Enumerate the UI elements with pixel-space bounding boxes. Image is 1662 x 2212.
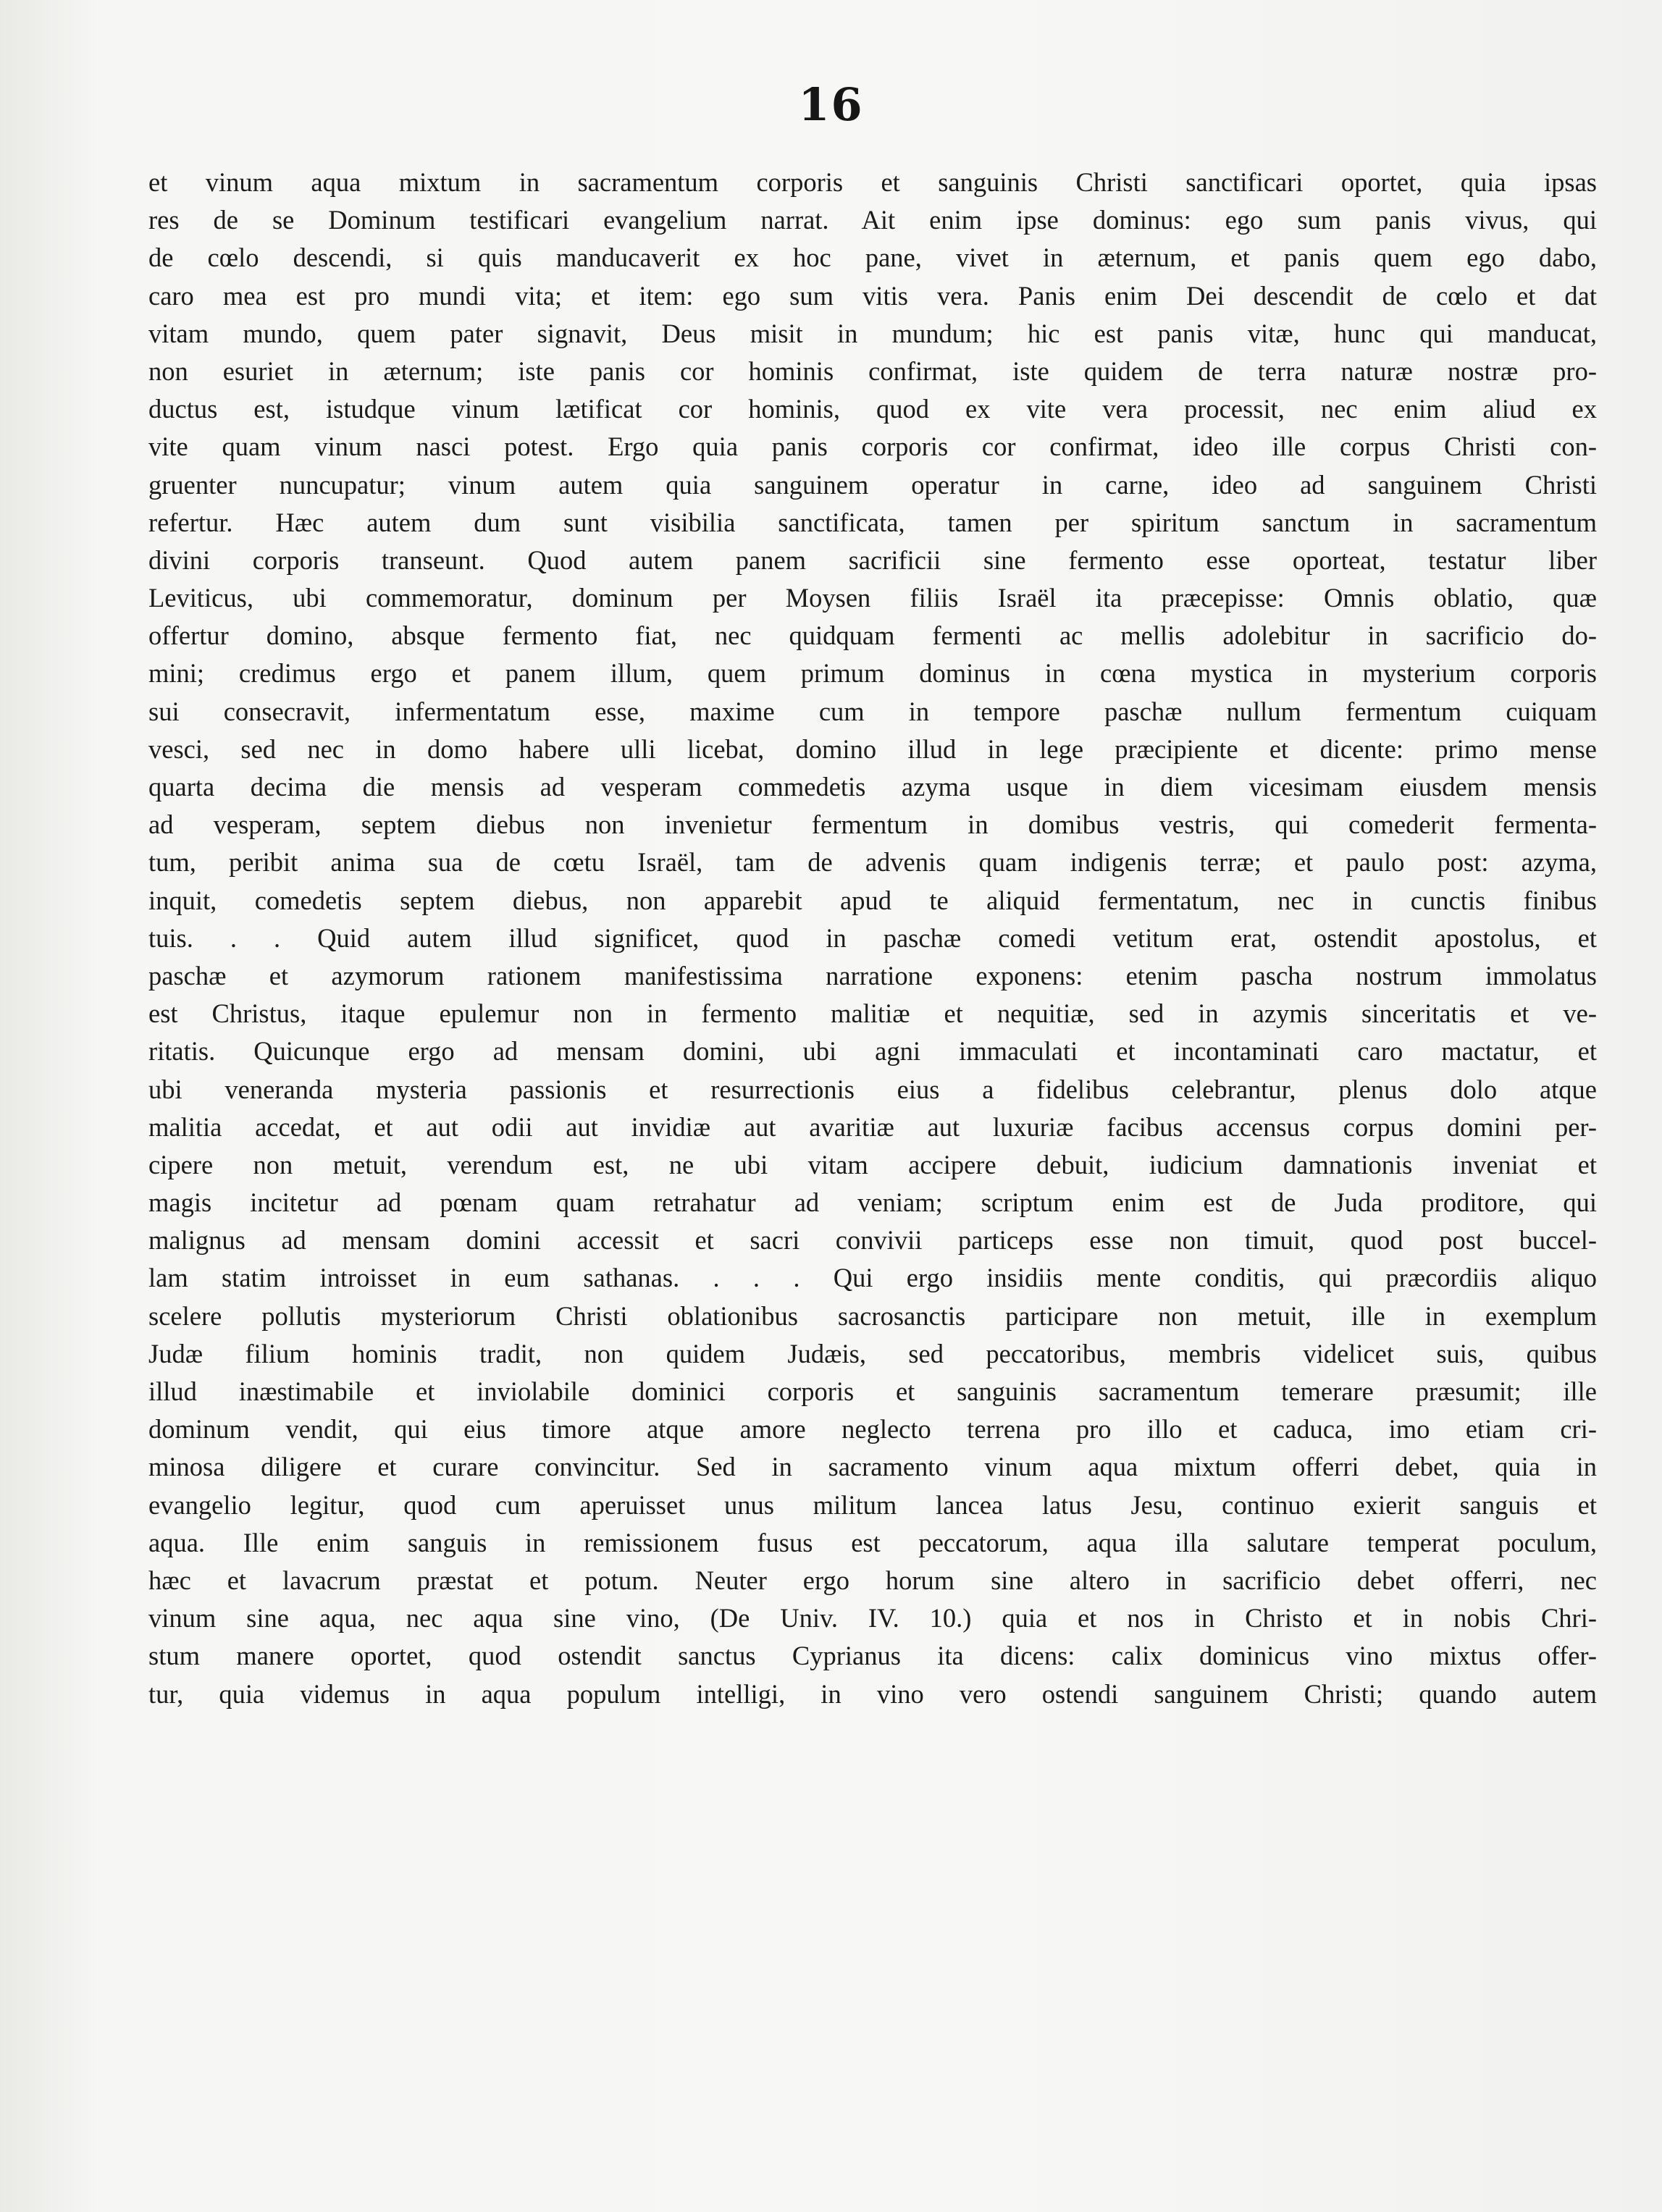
text-line: vinum sine aqua, nec aqua sine vino, (De Univ. IV. 10.) quia et nos in Christo et in nobis Chri- [148,1603,1597,1633]
text-line: quarta decima die mensis ad vesperam commedetis azyma usque in diem vicesimam eiusdem mensis [148,772,1597,802]
text-line: caro mea est pro mundi vita; et item: ego sum vitis vera. Panis enim Dei descendit de cœlo et dat [148,280,1597,311]
text-line: minosa diligere et curare convincitur. Sed in sacramento vinum aqua mixtum offerri debet, quia in [148,1452,1597,1482]
text-line: aqua. Ille enim sanguis in remissionem fusus est peccatorum, aqua illa salutare temperat poculum, [148,1527,1597,1557]
text-line: vesci, sed nec in domo habere ulli licebat, domino illud in lege præcipiente et dicente: primo mense [148,733,1597,764]
text-line: inquit, comedetis septem diebus, non apparebit apud te aliquid fermentatum, nec in cunctis finibus [148,885,1597,915]
text-line: gruenter nuncupatur; vinum autem quia sanguinem operatur in carne, ideo ad sanguinem Christi [148,469,1597,500]
text-line: malitia accedat, et aut odii aut invidiæ aut avaritiæ aut luxuriæ facibus accensus corpus domini per- [148,1111,1597,1142]
text-line: ubi veneranda mysteria passionis et resurrectionis eius a fidelibus celebrantur, plenus dolo atque [148,1074,1597,1104]
body-text [148,164,1597,1713]
text-line: et vinum aqua mixtum in sacramentum corporis et sanguinis Christi sanctificari oportet, quia ipsas [148,167,1597,197]
text-line: scelere pollutis mysteriorum Christi oblationibus sacrosanctis participare non metuit, ille in exemplum [148,1300,1597,1331]
text-line: sui consecravit, infermentatum esse, maxime cum in tempore paschæ nullum fermentum cuiquam [148,696,1597,726]
text-line: refertur. Hæc autem dum sunt visibilia sanctificata, tamen per spiritum sanctum in sacramentum [148,507,1597,537]
text-line: ad vesperam, septem diebus non invenietur fermentum in domibus vestris, qui comederit fermenta- [148,809,1597,840]
text-line: ritatis. Quicunque ergo ad mensam domini, ubi agni immaculati et incontaminati caro mactatur, et [148,1036,1597,1067]
text-line: cipere non metuit, verendum est, ne ubi vitam accipere debuit, iudicium damnationis inveniat et [148,1149,1597,1179]
text-line: tum, peribit anima sua de cœtu Israël, tam de advenis quam indigenis terræ; et paulo post: azyma, [148,847,1597,878]
text-line: Leviticus, ubi commemoratur, dominum per Moysen filiis Israël ita præcepisse: Omnis oblatio, quæ [148,583,1597,613]
text-line: offertur domino, absque fermento fiat, nec quidquam fermenti ac mellis adolebitur in sacrificio do- [148,621,1597,651]
text-line: non esuriet in æternum; iste panis cor hominis confirmat, iste quidem de terra naturæ nostræ pro- [148,356,1597,386]
text-line: tur, quia videmus in aqua populum intelligi, in vino vero ostendi sanguinem Christi; quando autem [148,1678,1597,1709]
page-number: 16 [798,78,864,131]
text-line: mini; credimus ergo et panem illum, quem primum dominus in cœna mystica in mysterium corporis [148,658,1597,689]
text-line: dominum vendit, qui eius timore atque amore neglecto terrena pro illo et caduca, imo etiam cri- [148,1414,1597,1444]
text-line: stum manere oportet, quod ostendit sanctus Cyprianus ita dicens: calix dominicus vino mixtus offer- [148,1641,1597,1671]
text-line: lam statim introisset in eum sathanas. . . . Qui ergo insidiis mente conditis, qui præcordiis aliquo [148,1263,1597,1293]
text-line: vite quam vinum nasci potest. Ergo quia panis corporis cor confirmat, ideo ille corpus Christi con- [148,432,1597,462]
text-line: est Christus, itaque epulemur non in fermento malitiæ et nequitiæ, sed in azymis sinceritatis et ve- [148,998,1597,1029]
text-line: divini corporis transeunt. Quod autem panem sacrificii sine fermento esse oporteat, testatur liber [148,544,1597,575]
text-line: Judæ filium hominis tradit, non quidem Judæis, sed peccatoribus, membris videlicet suis, quibus [148,1338,1597,1368]
text-line: ductus est, istudque vinum lætificat cor hominis, quod ex vite vera processit, nec enim aliud ex [148,394,1597,424]
text-line: illud inæstimabile et inviolabile dominici corporis et sanguinis sacramentum temerare præsumit; ille [148,1376,1597,1406]
text-line: evangelio legitur, quod cum aperuisset unus militum lancea latus Jesu, continuo exierit sanguis et [148,1489,1597,1520]
text-line: hæc et lavacrum præstat et potum. Neuter ergo horum sine altero in sacrificio debet offerri, nec [148,1565,1597,1595]
text-line: de cœlo descendi, si quis manducaverit ex hoc pane, vivet in æternum, et panis quem ego dabo, [148,243,1597,273]
text-line: vitam mundo, quem pater signavit, Deus misit in mundum; hic est panis vitæ, hunc qui manducat, [148,318,1597,348]
text-line: tuis. . . Quid autem illud significet, quod in paschæ comedi vetitum erat, ostendit apostolus, et [148,922,1597,953]
text-line: paschæ et azymorum rationem manifestissima narratione exponens: etenim pascha nostrum immolatus [148,960,1597,991]
text-line: malignus ad mensam domini accessit et sacri convivii particeps esse non timuit, quod post buccel- [148,1225,1597,1256]
text-line: res de se Dominum testificari evangelium narrat. Ait enim ipse dominus: ego sum panis vivus, qui [148,205,1597,235]
text-line: magis incitetur ad pœnam quam retrahatur ad veniam; scriptum enim est de Juda proditore, qui [148,1187,1597,1218]
